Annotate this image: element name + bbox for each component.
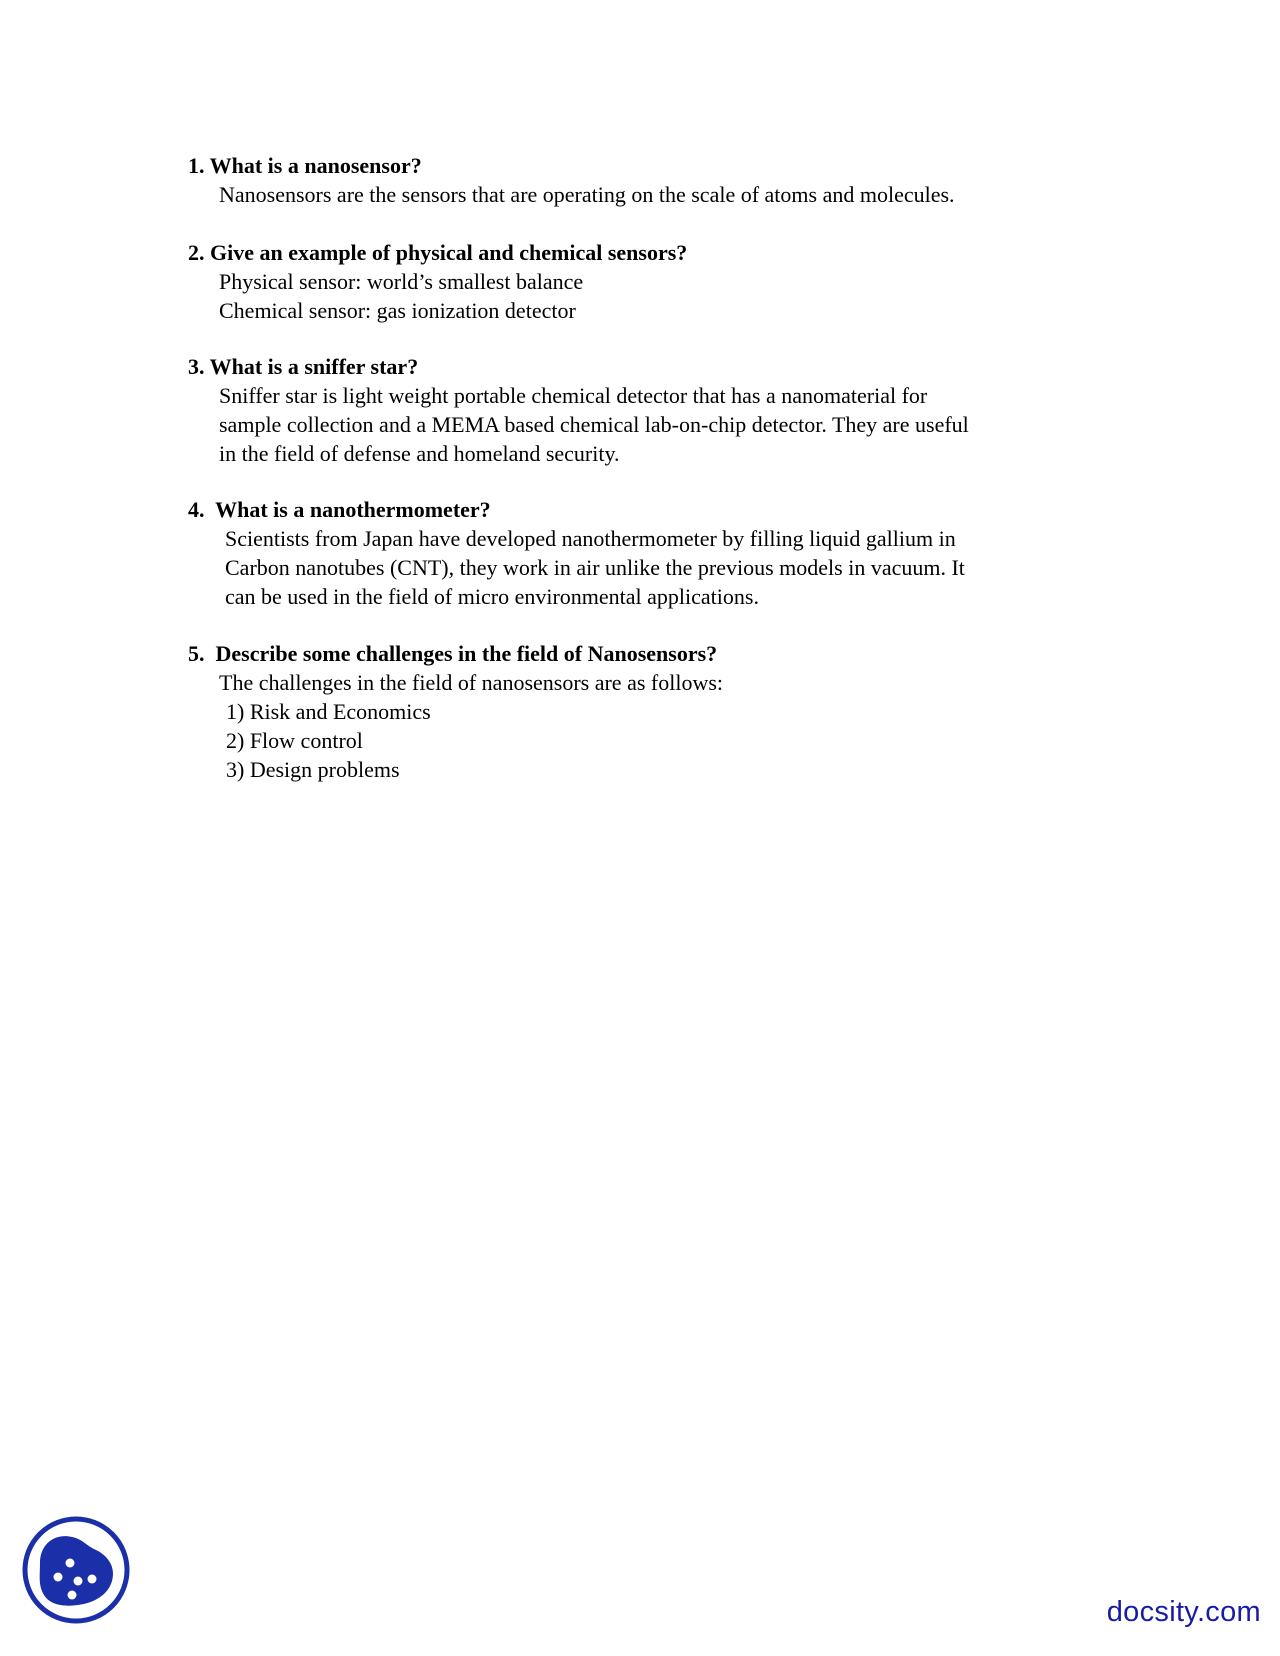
docsity-logo-icon[interactable] <box>20 1515 132 1625</box>
answer-line: The challenges in the field of nanosensors are as follows: <box>219 670 724 695</box>
answer-line: Sniffer star is light weight portable chemical detector that has a nanomaterial for <box>219 383 928 408</box>
question-heading <box>188 496 1088 524</box>
answer <box>219 381 1088 468</box>
question-text: What is a nanosensor? <box>209 153 422 178</box>
question-text: Describe some challenges in the field of Nanosensors? <box>215 641 718 666</box>
question-heading <box>188 239 1088 267</box>
answer <box>219 180 1088 209</box>
question-heading <box>188 152 1088 180</box>
question-text: What is a sniffer star? <box>209 354 419 379</box>
answer-line: Physical sensor: world’s smallest balance <box>219 269 584 294</box>
question-text: Give an example of physical and chemical sensors? <box>210 240 688 265</box>
answer <box>219 668 1088 784</box>
list-item: 3) Design problems <box>226 757 400 782</box>
question-block-2 <box>188 239 1088 325</box>
question-block-3 <box>188 353 1088 468</box>
answer-line: Nanosensors are the sensors that are operating on the scale of atoms and molecules. <box>219 182 955 207</box>
question-block-1 <box>188 152 1088 209</box>
question-heading <box>188 353 1088 381</box>
answer-line: Scientists from Japan have developed nanothermometer by filling liquid gallium in <box>225 526 956 551</box>
answer-line: can be used in the field of micro environmental applications. <box>225 584 759 609</box>
list-item: 2) Flow control <box>226 728 363 753</box>
answer-line: Carbon nanotubes (CNT), they work in air unlike the previous models in vacuum. It <box>225 555 965 580</box>
answer-line: in the field of defense and homeland security. <box>219 441 620 466</box>
question-number: 4. <box>188 497 205 522</box>
list-item: 1) Risk and Economics <box>226 699 431 724</box>
answer <box>225 524 1088 611</box>
question-number: 3. <box>188 354 205 379</box>
question-number: 1. <box>188 153 205 178</box>
question-number: 5. <box>188 641 205 666</box>
answer <box>219 267 1088 325</box>
question-heading <box>188 640 1088 668</box>
docsity-brand-link[interactable]: docsity.com <box>1106 1596 1261 1628</box>
question-block-5 <box>188 640 1088 784</box>
question-number: 2. <box>188 240 205 265</box>
question-text: What is a nanothermometer? <box>215 497 491 522</box>
answer-line: sample collection and a MEMA based chemical lab-on-chip detector. They are useful <box>219 412 969 437</box>
answer-line: Chemical sensor: gas ionization detector <box>219 298 576 323</box>
question-block-4 <box>188 496 1088 611</box>
